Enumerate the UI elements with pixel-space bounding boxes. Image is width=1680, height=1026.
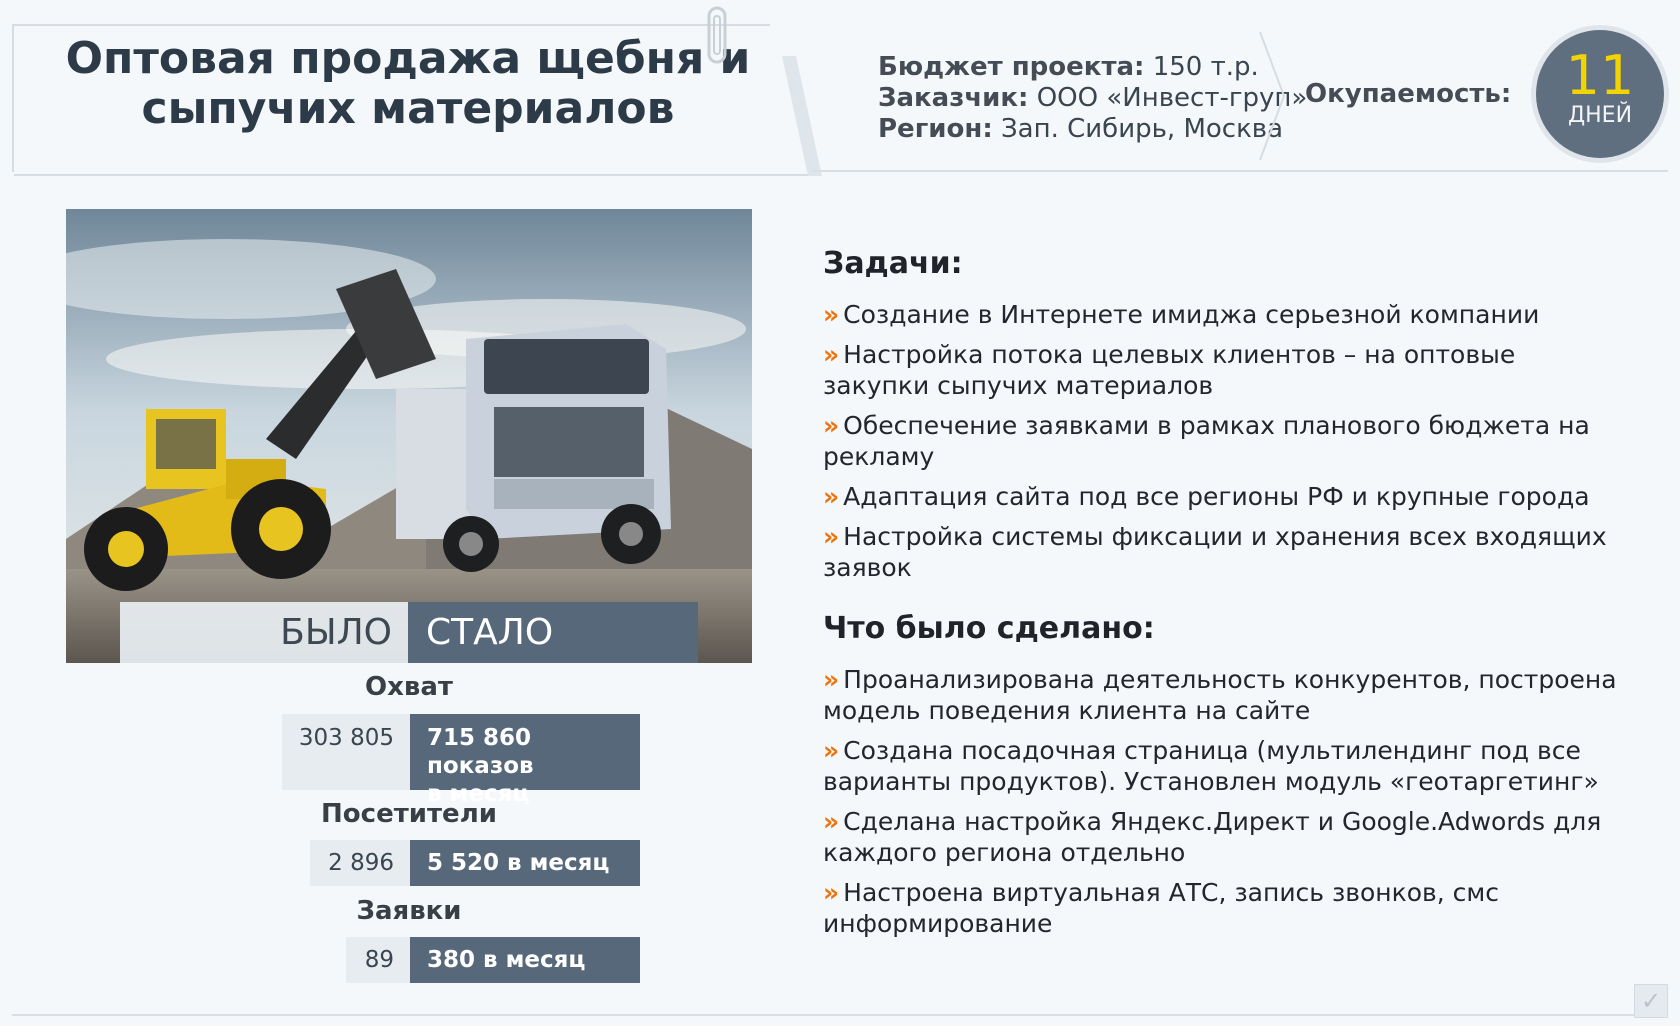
list-item: » Создание в Интернете имиджа серьезной компании	[823, 300, 1540, 329]
project-photo	[66, 209, 752, 663]
header-divider	[782, 56, 822, 176]
header-divider-line	[812, 170, 1668, 172]
list-item: » Настройка системы фиксации и хранения всех входящих заявок	[823, 522, 1607, 582]
metric-title-reach: Охват	[365, 672, 453, 702]
payback-badge	[1536, 30, 1664, 158]
tasks-heading: Задачи:	[823, 246, 963, 281]
check-icon[interactable]: ✓	[1634, 984, 1668, 1018]
project-meta	[878, 52, 1307, 145]
list-item: » Настроена виртуальная АТС, запись звонков, смс информирование	[823, 878, 1500, 938]
budget-line: Бюджет проекта: 150 т.р.	[878, 52, 1259, 82]
list-item: » Адаптация сайта под все регионы РФ и крупные города	[823, 482, 1590, 511]
done-list	[823, 664, 1623, 939]
list-item: » Сделана настройка Яндекс.Директ и Google.Adwords для каждого региона отдельно	[823, 807, 1602, 867]
project-details	[823, 246, 1623, 948]
done-heading: Что было сделано:	[823, 611, 1155, 646]
metric-row-visitors	[310, 840, 640, 886]
client-line: Заказчик: ООО «Инвест-груп»	[878, 83, 1308, 113]
before-after-tabs	[120, 602, 698, 663]
metric-after-value: 715 860 показов в месяц	[410, 714, 640, 790]
paperclip-icon	[706, 6, 728, 64]
list-item: » Проанализирована деятельность конкурентов, построена модель поведения клиента на сайте	[823, 665, 1617, 725]
metric-before-value: 2 896	[310, 840, 410, 886]
metric-after-value: 5 520 в месяц	[410, 840, 640, 886]
metric-before-value: 89	[346, 937, 410, 983]
tasks-list	[823, 299, 1623, 583]
payback-label: Окупаемость:	[1305, 79, 1512, 109]
footer-divider	[12, 1014, 1668, 1016]
payback-value: 11	[1565, 44, 1635, 107]
after-tab: СТАЛО	[408, 602, 698, 663]
list-item: » Настройка потока целевых клиентов – на оптовые закупки сыпучих материалов	[823, 340, 1516, 400]
metric-before-value: 303 805	[282, 714, 410, 790]
metric-after-value: 380 в месяц	[410, 937, 640, 983]
loader-and-truck-illustration	[66, 209, 752, 663]
region-line: Регион: Зап. Сибирь, Москва	[878, 114, 1284, 144]
metric-title-requests: Заявки	[356, 896, 462, 926]
metric-row-requests	[346, 937, 640, 983]
page-title: Оптовая продажа щебня и сыпучих материалов	[65, 33, 751, 134]
before-tab: БЫЛО	[120, 602, 408, 663]
payback-unit: ДНЕЙ	[1567, 103, 1633, 128]
project-header	[0, 0, 1680, 180]
metric-row-reach	[282, 714, 640, 807]
chevron-right-icon	[1258, 30, 1288, 162]
list-item: » Создана посадочная страница (мультилендинг под все варианты продуктов). Установлен модуль «геотаргетинг»	[823, 736, 1599, 796]
metric-title-visitors: Посетители	[321, 799, 497, 829]
list-item: » Обеспечение заявками в рамках планового бюджета на рекламу	[823, 411, 1590, 471]
